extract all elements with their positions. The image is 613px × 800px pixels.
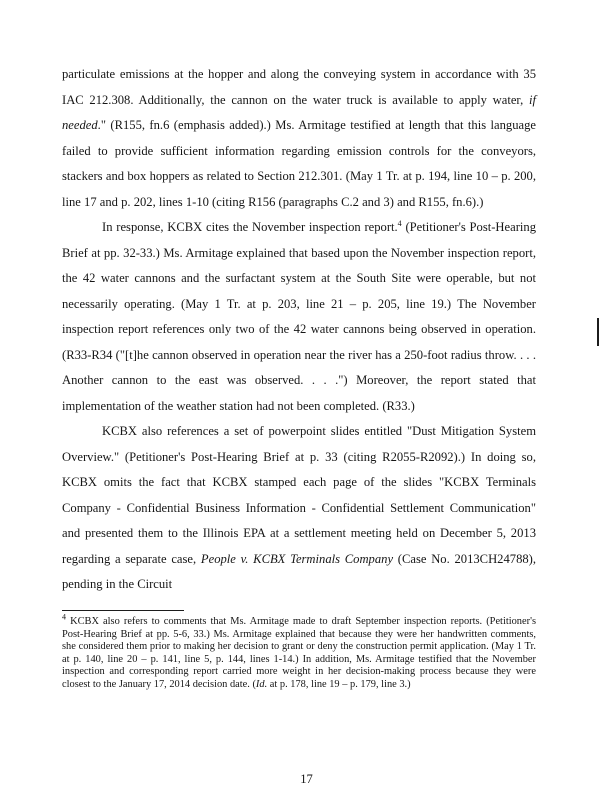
revision-bar [597, 318, 599, 346]
paragraph-1: particulate emissions at the hopper and along the conveying system in accordance with 35 IAC 212.308. Additionally, the cannon on the water truck is available to apply water, if needed." (R155, fn.6 (emphasis added).) Ms. Armitage testified at length that this language failed to provide sufficient information regarding emission controls for the conveyors, stackers and box hoppers as related to Section 212.301. (May 1 Tr. at p. 194, line 10 – p. 200, line 17 and p. 202, lines 1-10 (citing R156 (paragraphs C.2 and 3) and R155, fn.6).) [62, 67, 536, 209]
paragraph-2: In response, KCBX cites the November inspection report.$^4$ (Petitioner's Post-Hearing Brief at pp. 32-33.) Ms. Armitage explained that based upon the November inspection report, the 42 water cannons and the surfactant system at the South Site were operable, but not necessarily operating. (May 1 Tr. at p. 203, line 21 – p. 205, line 19.) The November inspection report references only two of the 42 water cannons being observed in operation. (R33-R34 ("[t]he cannon observed in operation near the river has a 250-foot radius throw. . . . Another cannon to the east was observed. . . .") Moreover, the report stated that implementation of the weather station had not been completed. (R33.) [62, 218, 536, 413]
footnote-reference: 4 [397, 218, 402, 228]
footnote-number: 4 [62, 612, 66, 622]
case-name: People v. KCBX Terminals Company [200, 551, 394, 566]
id-citation: Id. [255, 678, 268, 690]
paragraph-3: KCBX also references a set of powerpoint slides entitled "Dust Mitigation System Overview." (Petitioner's Post-Hearing Brief at p. 33 (citing R2055-R2092).) In doing so, KCBX omits the fact that KCBX stamped each page of the slides "KCBX Terminals Company - Confidential Business Information - Confidential Settlement Communication" and presented them to the Illinois EPA at a settlement meeting held on December 5, 2013 regarding a separate case, People v. KCBX Terminals Company (Case No. 2013CH24788), pending in the Circuit [62, 424, 537, 591]
footnote-4: $^4$ KCBX also refers to comments that Ms. Armitage made to draft September inspection reports. (Petitioner's Post-Hearing Brief at pp. 5-6, 33.) Ms. Armitage explained that because they were her handwritten comments, she considered them prior to making her decision to grant or deny the construction permit application. (May 1 Tr. at p. 140, line 20 – p. 141, line 5, p. 144, lines 1-14.) In addition, Ms. Armitage testified that the November inspection and corresponding report carried more weight in her decision-making process because they were closest to the January 17, 2014 decision date. (Id. at p. 178, line 19 – p. 179, line 3.) [62, 612, 536, 690]
page-number: 17 [300, 772, 313, 786]
footnote-separator [62, 610, 184, 611]
body-text [62, 62, 536, 598]
emphasis-if-needed: if needed [62, 92, 536, 132]
